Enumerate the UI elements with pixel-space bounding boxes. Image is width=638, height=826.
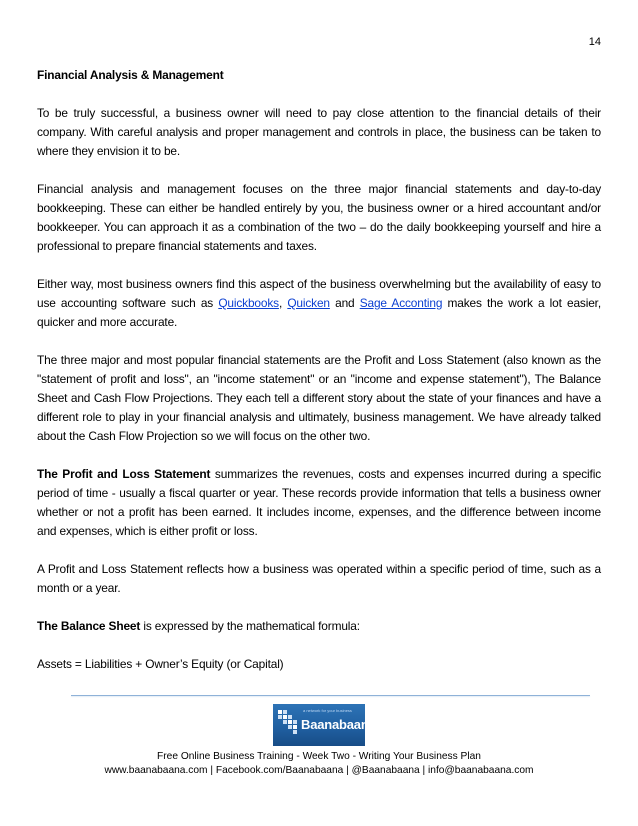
paragraph-software-text-before: Either way, most business owners find this aspect of the business overwhelming but the availability of easy to use accounting software such as (37, 277, 601, 310)
footer-contact-info: www.baanabaana.com | Facebook.com/Baanabaana | @Baanabaana | info@baanabaana.com (104, 765, 534, 776)
logo-mark-icon (277, 709, 299, 735)
quicken-link[interactable]: Quicken (287, 296, 330, 310)
sage-accounting-link[interactable]: Sage Acconting (359, 296, 443, 310)
baanabaana-logo (273, 704, 376, 746)
logo-tagline: a network for your business (303, 708, 352, 713)
paragraph-profit-loss (37, 465, 601, 541)
paragraph-balance-sheet (37, 617, 601, 636)
section-heading: Financial Analysis & Management (37, 68, 224, 82)
balance-sheet-definition: is expressed by the mathematical formula: (140, 619, 360, 633)
document-body (37, 66, 601, 693)
separator-2: and (329, 296, 360, 310)
separator-1: , (278, 296, 288, 310)
paragraph-intro: To be truly successful, a business owner will need to pay close attention to the financial details of their company. With careful analysis and proper management and controls in place, the business can be taken to where they envision it to be. (37, 106, 601, 158)
footer-course-title: Free Online Business Training - Week Two - Writing Your Business Plan (157, 751, 481, 762)
page-footer (0, 750, 638, 778)
accounting-formula: Assets = Liabilities + Owner’s Equity (or Capital) (37, 657, 284, 671)
profit-loss-term: The Profit and Loss Statement (37, 467, 211, 481)
page-number: 14 (588, 36, 601, 48)
paragraph-analysis: Financial analysis and management focuses on the three major financial statements and day-to-day bookkeeping. These can either be handled entirely by you, the business owner or a hired accountant and/or bookkeeper. You can approach it as a combination of the two – do the daily bookkeeping yourself and hire a professional to prepare financial statements and taxes. (37, 182, 601, 253)
paragraph-software (37, 275, 601, 332)
logo-wordmark: Baanabaana (301, 717, 376, 732)
paragraph-profit-loss-period: A Profit and Loss Statement reflects how a business was operated within a specific period of time, such as a month or a year. (37, 562, 601, 595)
footer-divider (71, 695, 590, 696)
paragraph-software-text-after: makes the work a lot easier, quicker and more accurate. (37, 296, 601, 329)
balance-sheet-term: The Balance Sheet (37, 619, 141, 633)
quickbooks-link[interactable]: Quickbooks (218, 296, 279, 310)
profit-loss-definition: summarizes the revenues, costs and expenses incurred during a specific period of time - usually a fiscal quarter or year. These records provide information that tells a business owner whether or not a profit has been earned. It includes income, expenses, and the difference between income and expenses, which is either profit or loss. (37, 467, 601, 538)
paragraph-statements: The three major and most popular financial statements are the Profit and Loss Statement (also known as the "statement of profit and loss", an "income statement" or an "income and expense statement"), The Balance Sheet and Cash Flow Projections. They each tell a different story about the state of your finances and have a different role to play in your financial analysis and ultimately, business management. We have already talked about the Cash Flow Projection so we will focus on the other two. (37, 353, 601, 443)
